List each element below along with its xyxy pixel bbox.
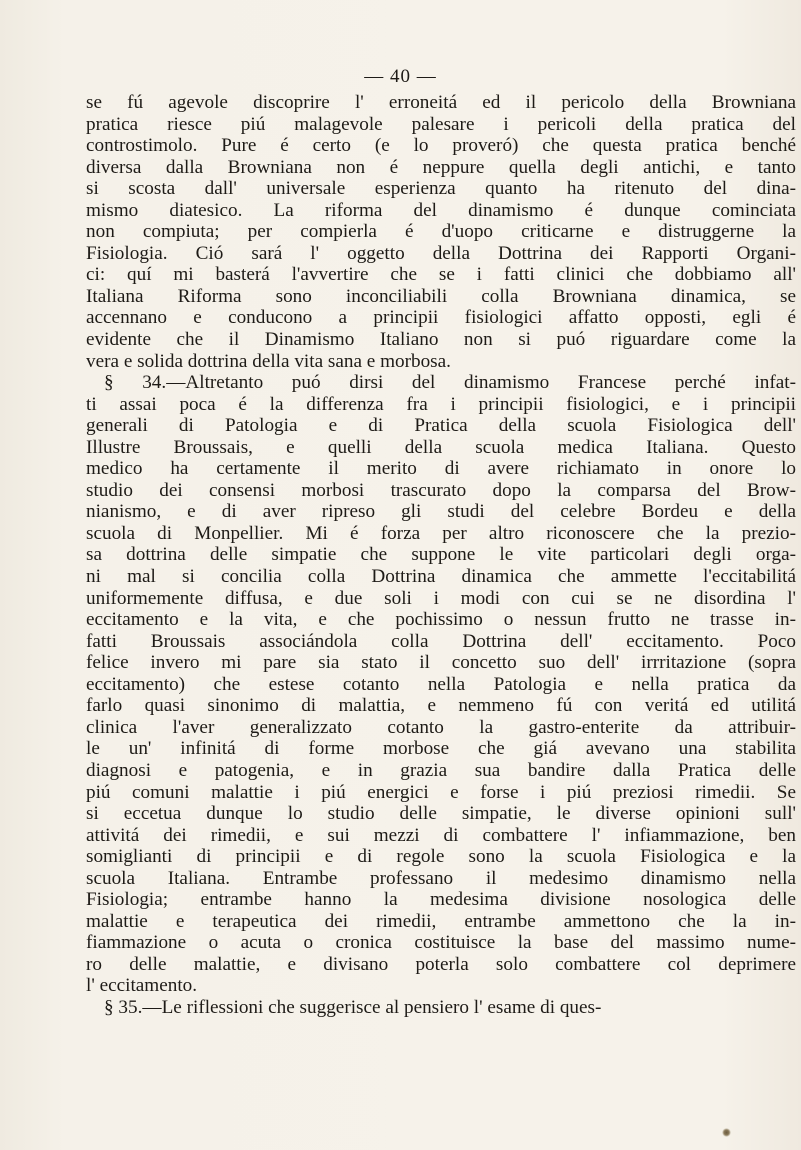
text-line: fiammazione o acuta o cronica costituisce la base del massimo nume- (86, 932, 796, 954)
text-line: le un' infinitá di forme morbose che giá avevano una stabilita (86, 738, 796, 760)
text-line: somiglianti di principii e di regole sono la scuola Fisiologica e la (86, 846, 796, 868)
text-line: felice invero mi pare sia stato il concetto suo dell' irrritazione (sopra (86, 652, 796, 674)
text-line: ni mal si concilia colla Dottrina dinamica che ammette l'eccitabilitá (86, 566, 796, 588)
text-line: studio dei consensi morbosi trascurato dopo la comparsa del Brow- (86, 479, 796, 501)
text-line: malattie e terapeutica dei rimedii, entrambe ammettono che la in- (86, 910, 796, 932)
text-line: uniformemente diffusa, e due soli i modi con cui se ne disordina l' (86, 587, 796, 609)
text-line: diagnosi e patogenia, e in grazia sua bandire dalla Pratica delle (86, 759, 796, 781)
text-line: scuola Italiana. Entrambe professano il medesimo dinamismo nella (86, 867, 796, 889)
text-line: Fisiologia; entrambe hanno la medesima divisione nosologica delle (86, 889, 796, 911)
text-line: clinica l'aver generalizzato cotanto la gastro-enterite da attribuir- (86, 716, 796, 738)
text-line: se fú agevole discoprire l' erroneitá ed il pericolo della Browniana (86, 92, 796, 113)
text-line: piú comuni malattie i piú energici e forse i piú preziosi rimedii. Se (86, 781, 796, 803)
text-line: mismo diatesico. La riforma del dinamismo é dunque cominciata (86, 199, 796, 221)
text-line: sa dottrina delle simpatie che suppone le vite particolari degli orga- (86, 544, 796, 566)
text-line: Italiana Riforma sono inconciliabili colla Browniana dinamica, se (86, 285, 796, 307)
text-line: accennano e conducono a principii fisiologici affatto opposti, egli é (86, 307, 796, 329)
text-line: fatti Broussais associándola colla Dottrina dell' eccitamento. Poco (86, 630, 796, 652)
text-line: evidente che il Dinamismo Italiano non si puó riguardare come la (86, 329, 796, 351)
text-line: attivitá dei rimedii, e sui mezzi di combattere l' infiammazione, ben (86, 824, 796, 846)
text-line: l' eccitamento. (86, 975, 198, 997)
text-line: farlo quasi sinonimo di malattia, e nemmeno fú con veritá ed utilitá (86, 695, 796, 717)
text-line: non compiuta; per compierla é d'uopo criticarne e distruggerne la (86, 221, 796, 243)
text-line: scuola di Monpellier. Mi é forza per altro riconoscere che la prezio- (86, 522, 796, 544)
text-line: eccitamento e la vita, e che pochissimo o nessun frutto ne trasse in- (86, 609, 796, 631)
text-line: pratica riesce piú malagevole palesare i pericoli della pratica del (86, 113, 796, 135)
text-line: eccitamento) che estese cotanto nella Patologia e nella pratica da (86, 673, 796, 695)
text-line: § 35.—Le riflessioni che suggerisce al pensiero l' esame di ques- (104, 996, 602, 1018)
text-line: ro delle malattie, e divisano poterla solo combattere col deprimere (86, 953, 796, 975)
text-line: medico ha certamente il merito di avere richiamato in onore lo (86, 458, 796, 480)
text-line: Fisiologia. Ció sará l' oggetto della Dottrina dei Rapporti Organi- (86, 242, 796, 264)
text-line: ci: quí mi basterá l'avvertire che se i fatti clinici che dobbiamo all' (86, 264, 796, 286)
text-line: si scosta dall' universale esperienza quanto ha ritenuto del dina- (86, 178, 796, 200)
text-line: si eccetua dunque lo studio delle simpatie, le diverse opinioni sull' (86, 803, 796, 825)
text-line: Illustre Broussais, e quelli della scuola medica Italiana. Questo (86, 436, 796, 458)
body-text (86, 92, 796, 1019)
text-line: controstimolo. Pure é certo (e lo proveró) che questa pratica benché (86, 135, 796, 157)
page-number: — 40 — (364, 66, 437, 87)
text-line: diversa dalla Browniana non é neppure quella degli antichi, e tanto (86, 156, 796, 178)
text-line: ti assai poca é la differenza fra i principii fisiologici, e i principii (86, 393, 796, 415)
text-line: § 34.—Altretanto puó dirsi del dinamismo Francese perché infat- (104, 372, 796, 394)
text-line: generali di Patologia e di Pratica della scuola Fisiologica dell' (86, 415, 796, 437)
ink-speck (722, 1128, 731, 1137)
text-line: nianismo, e di aver ripreso gli studi del celebre Bordeu e della (86, 501, 796, 523)
text-line: vera e solida dottrina della vita sana e morbosa. (86, 350, 451, 372)
